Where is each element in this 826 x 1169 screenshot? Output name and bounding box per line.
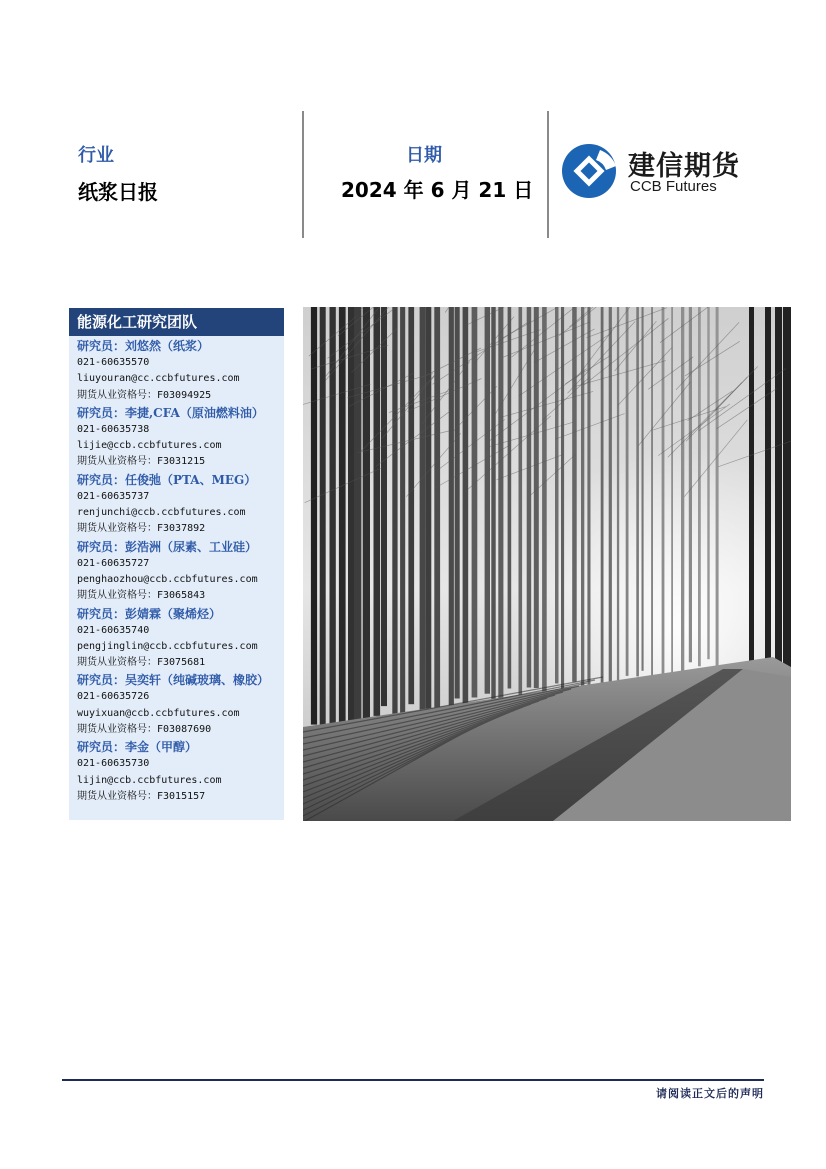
member-email[interactable]: liuyouran@cc.ccbfutures.com: [77, 373, 240, 385]
tree-trunk: [601, 307, 604, 692]
tree-trunk: [363, 307, 370, 720]
tree-trunk: [572, 307, 577, 682]
tree-trunk: [534, 307, 539, 688]
member-email[interactable]: penghaozhou@ccb.ccbfutures.com: [77, 573, 258, 585]
tree-trunk: [581, 307, 584, 696]
tree-trunk: [651, 307, 653, 681]
divider-left: [302, 111, 304, 238]
tree-trunk: [749, 307, 754, 707]
tree-trunk: [491, 307, 495, 710]
member-phone: 021-60635740: [77, 624, 150, 636]
tree-trunk: [485, 307, 490, 694]
member-phone: 021-60635730: [77, 758, 150, 770]
date-label: 日期: [406, 145, 442, 166]
tree-trunk: [508, 307, 512, 689]
tree-trunk: [642, 307, 644, 671]
member-phone: 021-60635570: [77, 357, 150, 368]
tree-trunk: [698, 307, 701, 666]
tree-trunk: [400, 307, 405, 716]
tree-trunk: [426, 307, 432, 715]
tree-trunk: [498, 307, 503, 701]
tree-trunk: [587, 307, 590, 689]
member-license: 期货从业资格号：F03087690: [77, 724, 212, 736]
member-license: 期货从业资格号：F03094925: [77, 389, 212, 401]
forest-photo: [303, 307, 791, 821]
team-title: 能源化工研究团队: [69, 308, 284, 336]
member-name: 研究员：吴奕轩（纯碱玻璃、橡胶）: [77, 673, 270, 688]
member-phone: 021-60635737: [77, 490, 150, 502]
member-phone: 021-60635738: [77, 423, 150, 435]
logo-english-name: CCB Futures: [630, 178, 717, 195]
tree-trunk: [449, 307, 454, 710]
tree-trunk: [339, 307, 346, 730]
tree-trunk: [527, 307, 532, 688]
company-logo: [560, 142, 780, 202]
member-name: 研究员：彭浩洲（尿素、工业硅）: [77, 539, 258, 554]
member-email[interactable]: lijie@ccb.ccbfutures.com: [77, 440, 222, 452]
member-phone: 021-60635727: [77, 557, 150, 569]
tree-trunk: [381, 307, 387, 706]
ccb-futures-logo-icon: [560, 142, 618, 200]
tree-trunk: [636, 307, 639, 676]
tree-trunk: [311, 307, 317, 725]
member-email[interactable]: lijin@ccb.ccbfutures.com: [77, 774, 222, 786]
tree-trunk: [320, 307, 326, 725]
tree-trunk: [555, 307, 559, 684]
member-name: 研究员：李金（甲醇）: [77, 740, 198, 755]
tree-trunk: [408, 307, 414, 704]
member-list: [77, 337, 284, 805]
industry-value: 纸浆日报: [78, 180, 158, 204]
tree-trunk: [716, 307, 719, 676]
tree-trunk: [662, 307, 665, 678]
tree-trunk: [681, 307, 684, 673]
tree-trunk: [519, 307, 523, 697]
footer-disclaimer: 请阅读正文后的声明: [656, 1087, 764, 1100]
research-team-panel: [69, 308, 284, 820]
member-phone: 021-60635726: [77, 691, 150, 703]
tree-trunk: [617, 307, 619, 684]
tree-trunk: [472, 307, 478, 698]
tree-trunk: [671, 307, 673, 676]
member-email[interactable]: renjunchi@ccb.ccbfutures.com: [77, 507, 246, 519]
member-license: 期货从业资格号：F3065843: [77, 590, 206, 602]
member-name: 研究员：李捷,CFA（原油燃料油）: [77, 405, 264, 420]
logo-chinese-name: 建信期货: [628, 151, 740, 182]
member-name: 研究员：任俊弛（PTA、MEG）: [77, 472, 257, 487]
tree-trunk: [374, 307, 381, 716]
member-license: 期货从业资格号：F3031215: [77, 456, 206, 468]
forest-path-photo: [303, 307, 791, 821]
tree-trunk: [354, 307, 361, 729]
tree-trunk: [707, 307, 709, 659]
member-license: 期货从业资格号：F3037892: [77, 523, 206, 535]
member-license: 期货从业资格号：F3015157: [77, 790, 206, 802]
tree-trunk: [392, 307, 397, 718]
industry-label: 行业: [78, 145, 114, 166]
tree-trunk: [626, 307, 629, 676]
tree-trunk: [765, 307, 771, 707]
tree-trunk: [689, 307, 692, 662]
member-name: 研究员：刘悠然（纸浆）: [77, 339, 210, 353]
tree-trunk: [420, 307, 426, 712]
divider-right: [547, 111, 549, 238]
tree-trunk: [775, 307, 782, 707]
tree-trunk: [783, 307, 791, 707]
tree-trunk: [455, 307, 460, 699]
tree-trunk: [434, 307, 440, 710]
date-value: 2024 年 6 月 21 日: [341, 178, 534, 202]
tree-trunk: [542, 307, 547, 700]
member-license: 期货从业资格号：F3075681: [77, 657, 206, 669]
member-email[interactable]: wuyixuan@ccb.ccbfutures.com: [77, 707, 240, 719]
member-email[interactable]: pengjinglin@ccb.ccbfutures.com: [77, 640, 258, 652]
member-name: 研究员：彭婧霖（聚烯烃）: [77, 606, 222, 621]
footer-rule: [62, 1079, 764, 1081]
